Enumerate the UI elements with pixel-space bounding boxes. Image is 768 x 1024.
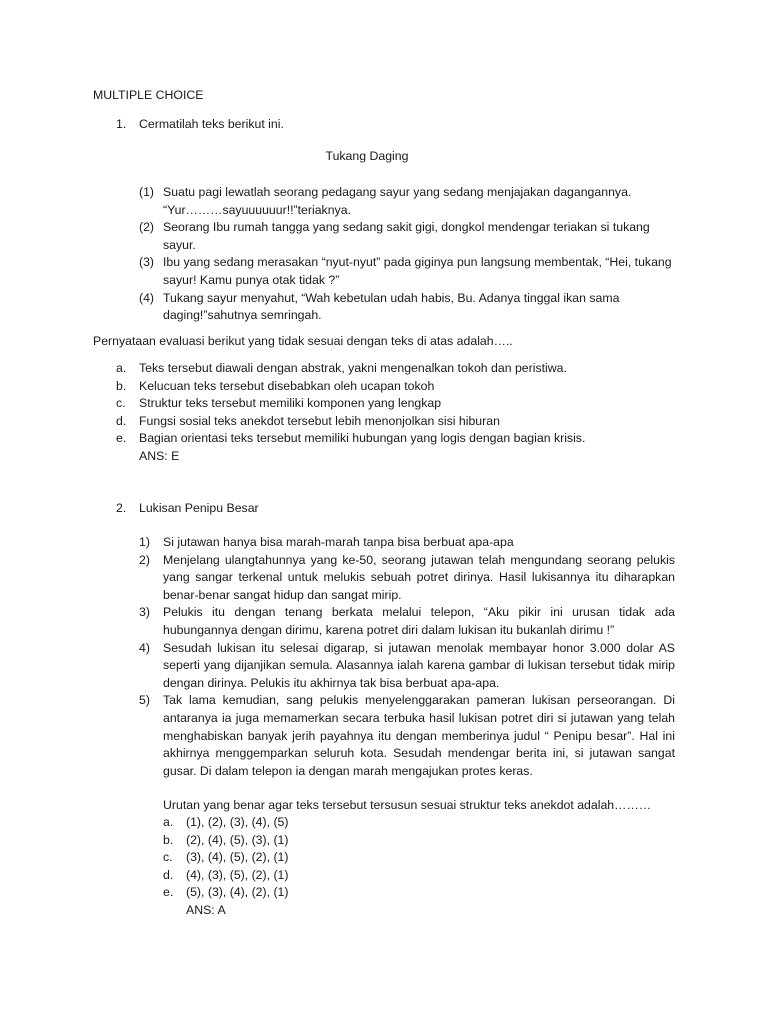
answer-key: [116, 448, 585, 466]
option-text: (5), (3), (4), (2), (1): [186, 885, 289, 900]
option-label: a.: [163, 815, 174, 829]
option-text: (1), (2), (3), (4), (5): [186, 815, 289, 829]
option-d[interactable]: [116, 413, 585, 431]
option-label: a.: [116, 361, 127, 375]
passage-paragraph: [139, 254, 673, 289]
answer-key: [163, 902, 288, 920]
option-label: e.: [163, 885, 174, 900]
passage-paragraph: [139, 692, 675, 780]
question-1-instruction: Cermatilah teks berikut ini.: [139, 117, 284, 131]
paragraph-text: Pelukis itu dengan tenang berkata melalui telepon, “Aku pikir ini urusan tidak ada hubungannya dengan dirimu, karena potret diri dalam lukisan itu bukanlah dirimu !”: [163, 605, 675, 637]
option-e[interactable]: [163, 884, 288, 902]
paragraph-number: 1): [139, 535, 150, 549]
question-1-title: Tukang Daging: [325, 149, 409, 163]
option-a[interactable]: [116, 360, 585, 378]
paragraph-number: 5): [139, 693, 150, 708]
passage-paragraph: [139, 184, 673, 219]
paragraph-number: (4): [139, 290, 155, 305]
passage-paragraph: [139, 219, 673, 254]
answer-text: ANS: E: [139, 448, 180, 463]
option-a[interactable]: [163, 814, 288, 832]
paragraph-text: Menjelang ulangtahunnya yang ke-50, seorang jutawan telah mengundang seorang pelukis yang sangar terkenal untuk melukis sebuah potret dirinya. Hasil lukisannya itu diharapkan benar-benar sangat hidup dan sangat mirip.: [163, 552, 675, 602]
question-2-prompt: Urutan yang benar agar teks tersebut tersusun sesuai struktur teks anekdot adalah………: [163, 798, 652, 812]
paragraph-text: Sesudah lukisan itu selesai digarap, si jutawan menolak membayar honor 3.000 dolar AS seperti yang dijanjikan semula. Alasannya ialah karena gambar di lukisan tersebut tidak mirip dengan dirinya. Pelukis itu akhirnya tak bisa berbuat apa-apa.: [163, 640, 675, 690]
option-d[interactable]: [163, 867, 288, 885]
passage-paragraph: [139, 604, 675, 639]
option-label: d.: [163, 867, 174, 882]
paragraph-number: (1): [139, 185, 155, 199]
paragraph-text: Ibu yang sedang merasakan “nyut-nyut” pada giginya pun langsung membentak, “Hei, tukang sayur! Kamu punya otak tidak ?”: [163, 255, 672, 287]
question-1-passage: [139, 184, 673, 325]
question-2-passage: [139, 534, 675, 780]
paragraph-number: (3): [139, 255, 155, 270]
option-c[interactable]: [116, 395, 585, 413]
paragraph-text: Tak lama kemudian, sang pelukis menyelenggarakan pameran lukisan perseorangan. Di antaranya ia juga memamerkan secara terbuka hasil lukisan potret diri si jutawan yang telah menghabiskan banyak jerih payahnya itu dengan memberinya judul “ Penipu besar”. Hal ini akhirnya menggemparkan seluruh kota. Sesudah mendengar berita ini, si jutawan sangat gusar. Di dalam telepon ia dengan marah mengajukan protes keras.: [163, 693, 675, 778]
option-label: c.: [116, 396, 126, 411]
question-2-number: 2.: [116, 501, 127, 515]
option-text: (4), (3), (5), (2), (1): [186, 867, 289, 882]
passage-paragraph: [139, 640, 675, 693]
option-label: d.: [116, 413, 127, 428]
paragraph-text: Si jutawan hanya bisa marah-marah tanpa bisa berbuat apa-apa: [163, 535, 514, 549]
passage-paragraph: [139, 534, 675, 552]
passage-paragraph: [139, 552, 675, 605]
option-e[interactable]: [116, 430, 585, 448]
passage-paragraph: [139, 290, 673, 325]
option-text: Fungsi sosial teks anekdot tersebut lebih menonjolkan sisi hiburan: [139, 413, 500, 428]
paragraph-number: 2): [139, 552, 150, 567]
question-1-number: 1.: [116, 117, 127, 131]
option-label: b.: [116, 378, 127, 393]
option-text: (2), (4), (5), (3), (1): [186, 832, 289, 847]
paragraph-number: 3): [139, 605, 150, 620]
option-text: Teks tersebut diawali dengan abstrak, yakni mengenalkan tokoh dan peristiwa.: [139, 361, 567, 375]
question-1-prompt: Pernyataan evaluasi berikut yang tidak sesuai dengan teks di atas adalah…..: [93, 334, 513, 348]
paragraph-text: Seorang Ibu rumah tangga yang sedang sakit gigi, dongkol mendengar teriakan si tukang sayur.: [163, 220, 650, 252]
option-label: e.: [116, 431, 127, 446]
option-label: c.: [163, 850, 173, 865]
option-text: (3), (4), (5), (2), (1): [186, 850, 289, 865]
option-text: Kelucuan teks tersebut disebabkan oleh ucapan tokoh: [139, 378, 435, 393]
paragraph-text: Suatu pagi lewatlah seorang pedagang sayur yang sedang menjajakan dagangannya. “Yur………sayuuuuuur!!”teriaknya.: [163, 185, 632, 217]
option-b[interactable]: [116, 378, 585, 396]
section-heading: MULTIPLE CHOICE: [93, 88, 204, 102]
paragraph-number: 4): [139, 640, 150, 655]
option-label: b.: [163, 832, 174, 847]
question-2-title: Lukisan Penipu Besar: [139, 501, 259, 515]
option-text: Struktur teks tersebut memiliki komponen yang lengkap: [139, 396, 442, 411]
paragraph-number: (2): [139, 220, 155, 235]
question-2-options: [163, 814, 288, 920]
paragraph-text: Tukang sayur menyahut, “Wah kebetulan udah habis, Bu. Adanya tinggal ikan sama daging!”sahutnya semringah.: [163, 290, 620, 323]
option-c[interactable]: [163, 849, 288, 867]
option-text: Bagian orientasi teks tersebut memiliki hubungan yang logis dengan bagian krisis.: [139, 431, 586, 446]
question-1-options: [116, 360, 585, 466]
option-b[interactable]: [163, 832, 288, 850]
answer-text: ANS: A: [186, 902, 226, 917]
